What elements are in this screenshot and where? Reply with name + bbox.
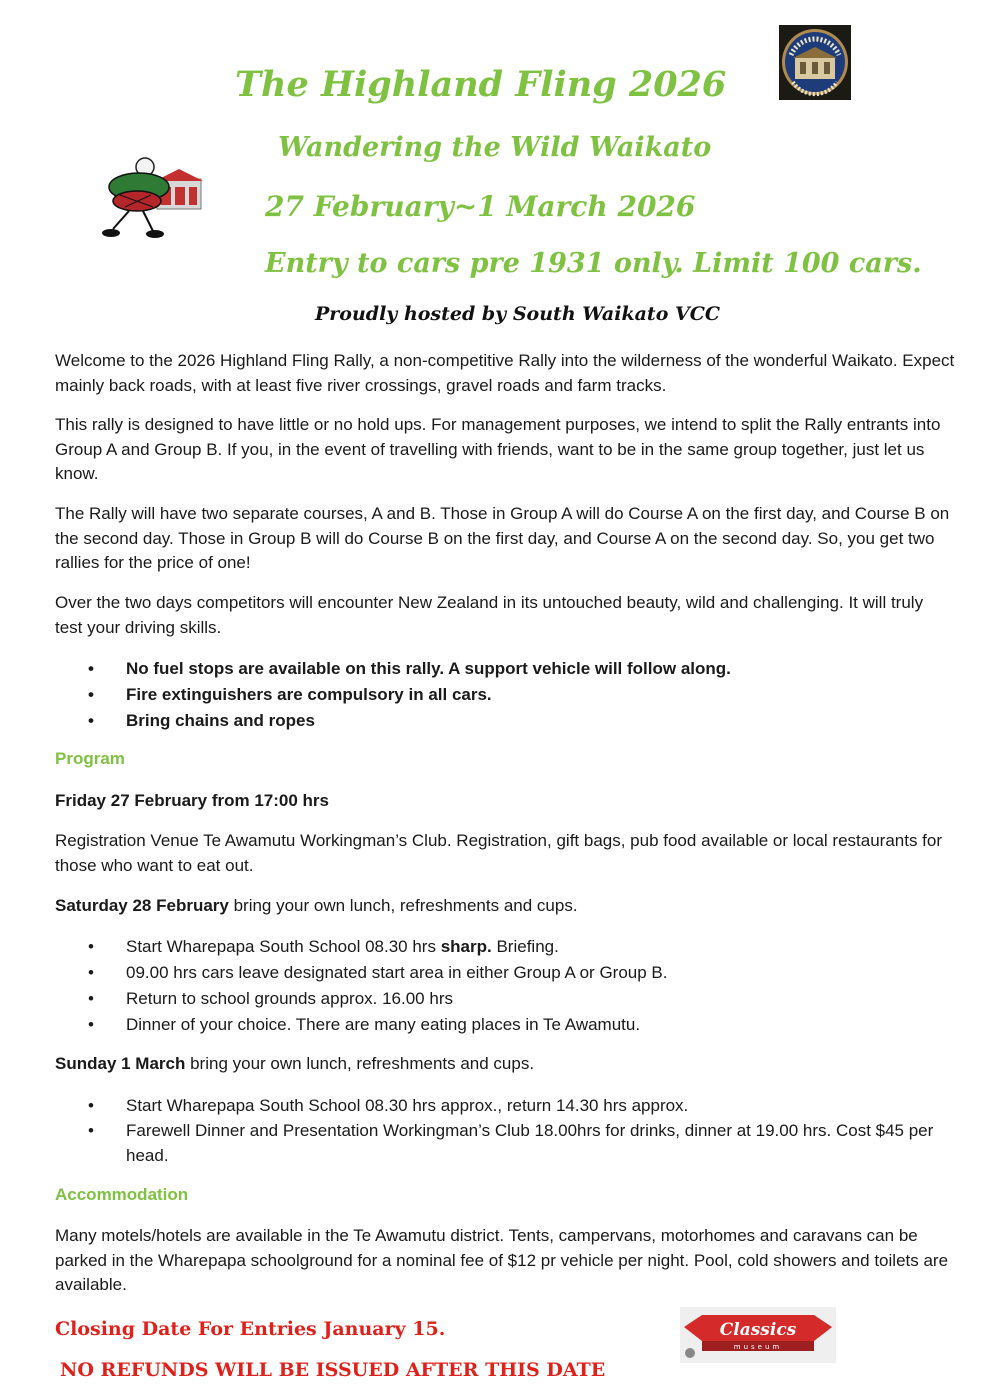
- no-refunds-notice: NO REFUNDS WILL BE ISSUED AFTER THIS DATE: [60, 1359, 606, 1381]
- list-item: • Dinner of your choice. There are many eating places in Te Awamutu.: [55, 1012, 935, 1038]
- list-item: • Return to school grounds approx. 16.00 hrs: [55, 986, 935, 1012]
- event-title: The Highland Fling 2026: [235, 64, 727, 105]
- list-item: • Fire extinguishers are compulsory in all cars.: [55, 682, 935, 708]
- entry-rule: Entry to cars pre 1931 only. Limit 100 cars.: [265, 248, 922, 279]
- list-item: • 09.00 hrs cars leave designated start area in either Group A or Group B.: [55, 960, 935, 986]
- program-heading: Program: [55, 749, 125, 768]
- saturday-item-1-emphasis: sharp.: [440, 937, 492, 956]
- sunday-note: bring your own lunch, refreshments and cups.: [185, 1054, 535, 1073]
- classics-museum-logo: [680, 1307, 836, 1363]
- closing-date-notice: Closing Date For Entries January 15.: [55, 1318, 446, 1340]
- saturday-line: [55, 894, 955, 919]
- requirements-list: [55, 656, 935, 734]
- intro-paragraph-4: Over the two days competitors will encounter New Zealand in its untouched beauty, wild and challenging. It will truly test your driving skills.: [55, 593, 924, 637]
- friday-heading: Friday 27 February from 17:00 hrs: [55, 791, 330, 810]
- sunday-list: [55, 1093, 935, 1168]
- list-item: • Start Wharepapa South School 08.30 hrs approx., return 14.30 hrs approx.: [55, 1093, 935, 1118]
- sunday-heading: Sunday 1 March: [55, 1054, 186, 1073]
- classics-logo-subtext: museum: [733, 1343, 783, 1351]
- saturday-heading: Saturday 28 February: [55, 896, 229, 915]
- intro-paragraph-2: This rally is designed to have little or no hold ups. For management purposes, we intend to split the Rally entrants into Group A and Group B. If you, in the event of travelling with friends, want to be in the same group together, just let us know.: [55, 415, 941, 483]
- list-item: [55, 934, 935, 960]
- saturday-note: bring your own lunch, refreshments and cups.: [228, 896, 578, 915]
- intro-paragraph-1: Welcome to the 2026 Highland Fling Rally, a non-competitive Rally into the wilderness of the wonderful Waikato. Expect mainly back roads, with at least five river crossings, gravel roads and farm tracks.: [55, 351, 955, 395]
- hosted-by: Proudly hosted by South Waikato VCC: [315, 303, 720, 325]
- event-dates: 27 February~1 March 2026: [265, 190, 696, 223]
- mascot-illustration: [95, 155, 205, 240]
- list-item: • No fuel stops are available on this rally. A support vehicle will follow along.: [55, 656, 935, 682]
- saturday-item-1-suffix: Briefing.: [491, 937, 559, 956]
- list-item: • Farewell Dinner and Presentation Workingman’s Club 18.00hrs for drinks, dinner at 19.00 hrs. Cost $45 per head.: [55, 1118, 935, 1168]
- saturday-item-1-text: Start Wharepapa South School 08.30 hrs: [126, 937, 441, 956]
- accommodation-heading: Accommodation: [55, 1185, 189, 1204]
- list-item: • Bring chains and ropes: [55, 708, 935, 734]
- accommodation-details: Many motels/hotels are available in the Te Awamutu district. Tents, campervans, motorhomes and caravans can be parked in the Wharepapa schoolground for a nominal fee of $12 pr vehicle per night. Pool, cold showers and toilets are available.: [55, 1226, 949, 1294]
- friday-details: Registration Venue Te Awamutu Workingman’s Club. Registration, gift bags, pub food available or local restaurants for those who want to eat out.: [55, 831, 943, 875]
- event-subtitle: Wandering the Wild Waikato: [278, 132, 712, 163]
- club-badge-logo: [779, 25, 851, 100]
- classics-logo-text: Classics: [719, 1320, 797, 1340]
- intro-paragraph-3: The Rally will have two separate courses, A and B. Those in Group A will do Course A on the first day, and Course B on the second day. Those in Group B will do Course B on the first day, and Course A on the second day. So, you get two rallies for the price of one!: [55, 504, 950, 572]
- saturday-list: [55, 934, 935, 1038]
- sunday-line: [55, 1052, 955, 1077]
